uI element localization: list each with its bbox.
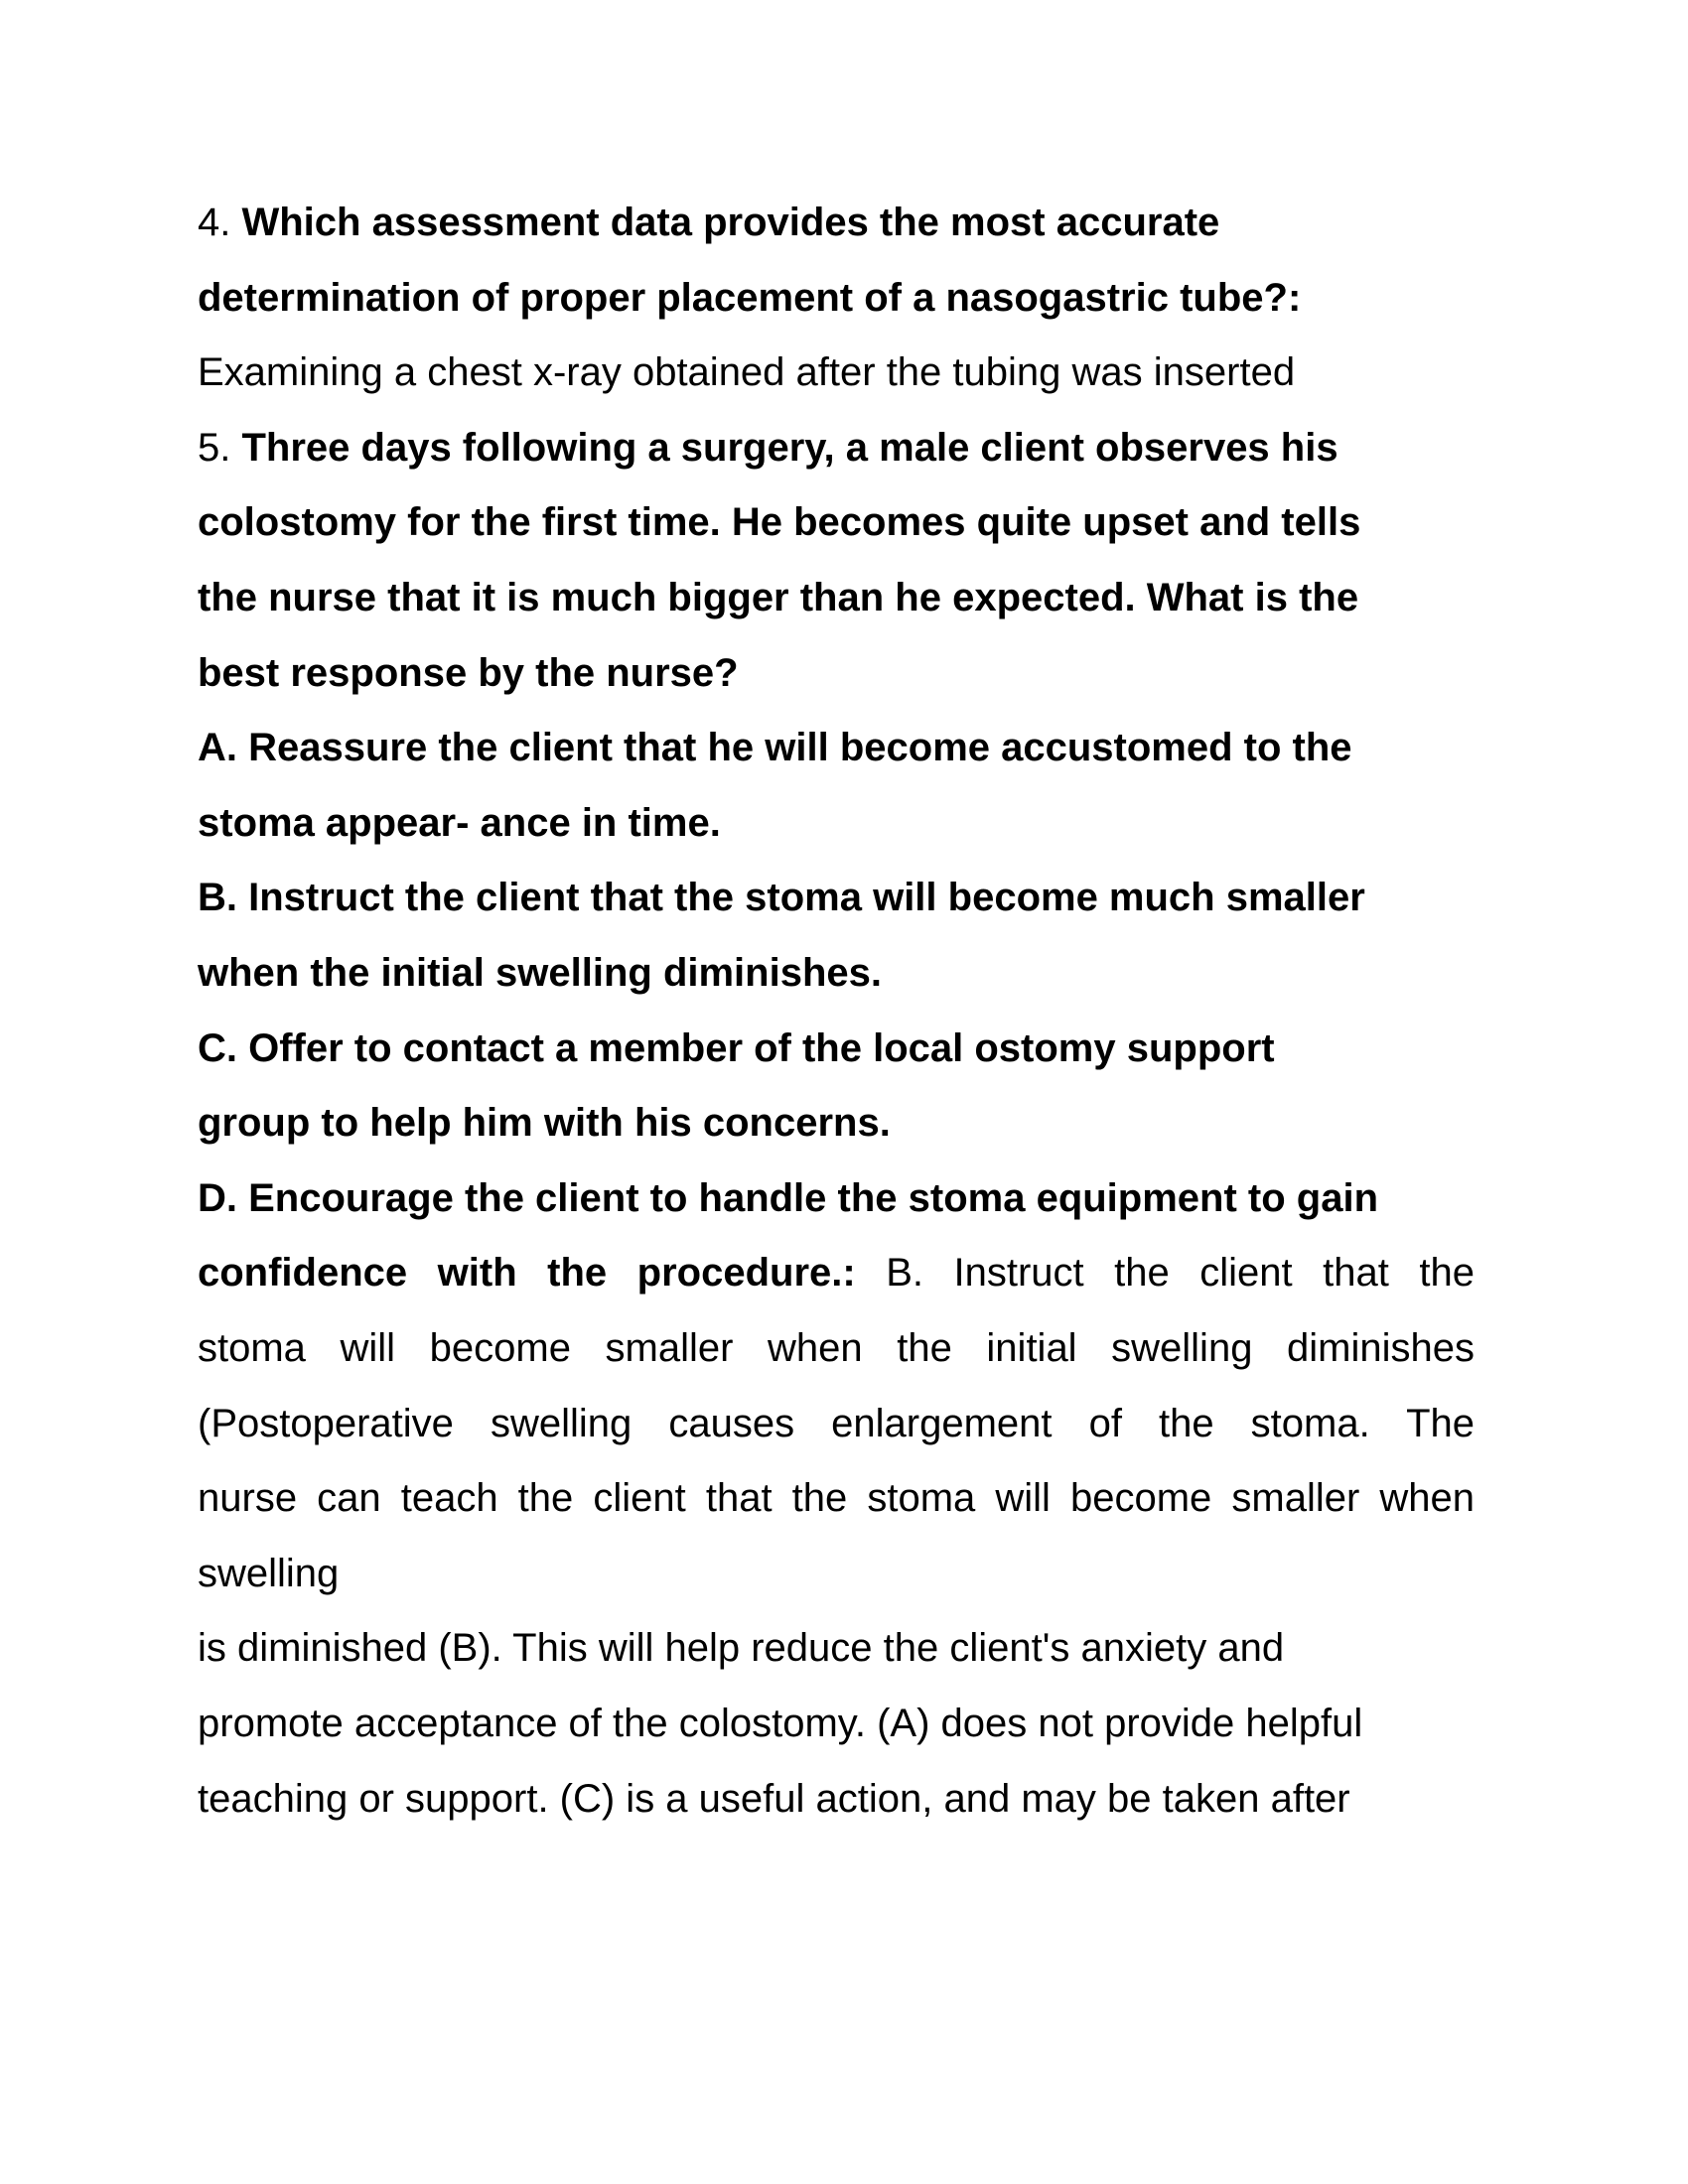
body-text: 5. bbox=[198, 425, 242, 470]
text-line bbox=[198, 1324, 1475, 1372]
body-text: (Postoperative swelling causes enlargement of the stoma. The bbox=[198, 1401, 1475, 1445]
body-text: is diminished (B). This will help reduce the client's anxiety and bbox=[198, 1626, 1285, 1671]
bold-text: group to help him with his concerns. bbox=[198, 1101, 891, 1146]
bold-text: B. Instruct the client that the stoma will become much smaller bbox=[198, 876, 1365, 920]
bold-text: C. Offer to contact a member of the local ostomy support bbox=[198, 1025, 1275, 1070]
bold-text: confidence with the procedure.: bbox=[198, 1251, 887, 1296]
body-text: nurse can teach the client that the stoma will become smaller when bbox=[198, 1476, 1475, 1521]
bold-text: Three days following a surgery, a male client observes his bbox=[241, 425, 1338, 470]
bold-text: stoma appear- ance in time. bbox=[198, 800, 721, 845]
text-line bbox=[198, 1174, 1475, 1222]
text-line bbox=[198, 199, 1475, 246]
bold-text: Which assessment data provides the most accurate bbox=[241, 201, 1220, 244]
text-line bbox=[198, 1400, 1475, 1447]
text-line bbox=[198, 274, 1475, 322]
text-line bbox=[198, 649, 1475, 697]
body-text: B. Instruct the client that the bbox=[886, 1251, 1475, 1296]
text-line bbox=[198, 1474, 1475, 1522]
text-line bbox=[198, 1249, 1475, 1297]
text-line bbox=[198, 1550, 1475, 1597]
text-line bbox=[198, 949, 1475, 997]
bold-text: colostomy for the first time. He becomes quite upset and tells bbox=[198, 500, 1361, 545]
text-line bbox=[198, 1624, 1475, 1672]
text-line bbox=[198, 1700, 1475, 1747]
text-line bbox=[198, 1775, 1475, 1823]
body-text: promote acceptance of the colostomy. (A) does not provide helpful bbox=[198, 1702, 1363, 1745]
bold-text: determination of proper placement of a nasogastric tube?: bbox=[198, 275, 1302, 320]
body-text: swelling bbox=[198, 1551, 340, 1595]
bold-text: the nurse that it is much bigger than he expected. What is the bbox=[198, 576, 1359, 619]
body-text: stoma will become smaller when the initial swelling diminishes bbox=[198, 1326, 1475, 1370]
bold-text: A. Reassure the client that he will become accustomed to the bbox=[198, 726, 1352, 770]
bold-text: when the initial swelling diminishes. bbox=[198, 951, 883, 995]
text-line bbox=[198, 874, 1475, 921]
text-line bbox=[198, 1099, 1475, 1147]
body-text: 4. bbox=[198, 201, 242, 244]
text-line bbox=[198, 1024, 1475, 1072]
body-text: teaching or support. (C) is a useful action, and may be taken after bbox=[198, 1776, 1350, 1821]
text-line bbox=[198, 799, 1475, 847]
bold-text: D. Encourage the client to handle the stoma equipment to gain bbox=[198, 1175, 1379, 1220]
text-line bbox=[198, 498, 1475, 546]
text-line bbox=[198, 574, 1475, 621]
bold-text: best response by the nurse? bbox=[198, 650, 739, 695]
text-line bbox=[198, 424, 1475, 472]
body-text: Examining a chest x-ray obtained after the tubing was inserted bbox=[198, 350, 1296, 395]
text-line bbox=[198, 348, 1475, 396]
text-line bbox=[198, 724, 1475, 771]
